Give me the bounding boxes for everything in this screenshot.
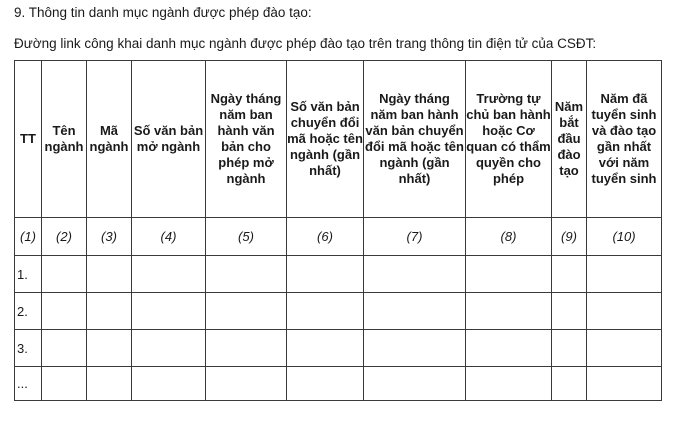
major-list-table bbox=[14, 60, 662, 401]
column-number: (7) bbox=[364, 218, 466, 256]
link-description: Đường link công khai danh mục ngành được phép đào tạo trên trang thông tin điện tử của CSĐT: bbox=[14, 36, 597, 51]
table-row bbox=[15, 330, 662, 367]
section-heading: 9. Thông tin danh mục ngành được phép đào tạo: bbox=[14, 5, 312, 20]
table-cell bbox=[206, 367, 287, 401]
row-index: 3. bbox=[15, 330, 42, 367]
header-major-code: Mã ngành bbox=[87, 61, 132, 218]
header-authority: Trường tự chủ ban hành hoặc Cơ quan có thẩm quyền cho phép bbox=[466, 61, 552, 218]
table-cell bbox=[42, 293, 87, 330]
table-cell bbox=[552, 293, 587, 330]
table-cell bbox=[87, 330, 132, 367]
table-cell bbox=[552, 330, 587, 367]
header-opening-doc-number: Số văn bản mở ngành bbox=[132, 61, 206, 218]
header-conversion-doc-number: Số văn bản chuyển đổi mã hoặc tên ngành (gần nhất) bbox=[287, 61, 364, 218]
column-number: (3) bbox=[87, 218, 132, 256]
table-cell bbox=[132, 256, 206, 293]
table-cell bbox=[587, 256, 662, 293]
table-cell bbox=[466, 293, 552, 330]
column-number: (8) bbox=[466, 218, 552, 256]
table-cell bbox=[587, 293, 662, 330]
table-cell bbox=[364, 293, 466, 330]
header-opening-doc-date: Ngày tháng năm ban hành văn bản cho phép mở ngành bbox=[206, 61, 287, 218]
row-index: 1. bbox=[15, 256, 42, 293]
table-cell bbox=[287, 293, 364, 330]
table-cell bbox=[206, 293, 287, 330]
row-index: ... bbox=[15, 367, 42, 401]
table-cell bbox=[364, 330, 466, 367]
column-number: (9) bbox=[552, 218, 587, 256]
table-cell bbox=[206, 256, 287, 293]
table-cell bbox=[132, 330, 206, 367]
table-cell bbox=[587, 330, 662, 367]
table-cell bbox=[206, 330, 287, 367]
header-tt: TT bbox=[15, 61, 42, 218]
table-row bbox=[15, 293, 662, 330]
column-number: (10) bbox=[587, 218, 662, 256]
table-cell bbox=[587, 367, 662, 401]
table-cell bbox=[132, 367, 206, 401]
column-number-row bbox=[15, 218, 662, 256]
table-cell bbox=[287, 367, 364, 401]
table-row bbox=[15, 256, 662, 293]
table-cell bbox=[87, 293, 132, 330]
column-number: (2) bbox=[42, 218, 87, 256]
header-row bbox=[15, 61, 662, 218]
table-cell bbox=[552, 367, 587, 401]
table-cell bbox=[466, 256, 552, 293]
column-number: (4) bbox=[132, 218, 206, 256]
table-cell bbox=[364, 367, 466, 401]
table-cell bbox=[42, 330, 87, 367]
table-cell bbox=[42, 256, 87, 293]
table-cell bbox=[87, 256, 132, 293]
table-cell bbox=[466, 367, 552, 401]
table-cell bbox=[42, 367, 87, 401]
table-cell bbox=[552, 256, 587, 293]
table-cell bbox=[87, 367, 132, 401]
header-latest-enrollment-year: Năm đã tuyển sinh và đào tạo gần nhất với năm tuyển sinh bbox=[587, 61, 662, 218]
table-cell bbox=[287, 256, 364, 293]
table-cell bbox=[132, 293, 206, 330]
table-cell bbox=[364, 256, 466, 293]
column-number: (6) bbox=[287, 218, 364, 256]
header-conversion-doc-date: Ngày tháng năm ban hành văn bản chuyển đổi mã hoặc tên ngành (gần nhất) bbox=[364, 61, 466, 218]
header-start-year: Năm bắt đầu đào tạo bbox=[552, 61, 587, 218]
column-number: (1) bbox=[15, 218, 42, 256]
column-number: (5) bbox=[206, 218, 287, 256]
header-major-name: Tên ngành bbox=[42, 61, 87, 218]
table-cell bbox=[466, 330, 552, 367]
row-index: 2. bbox=[15, 293, 42, 330]
table-cell bbox=[287, 330, 364, 367]
table-row bbox=[15, 367, 662, 401]
